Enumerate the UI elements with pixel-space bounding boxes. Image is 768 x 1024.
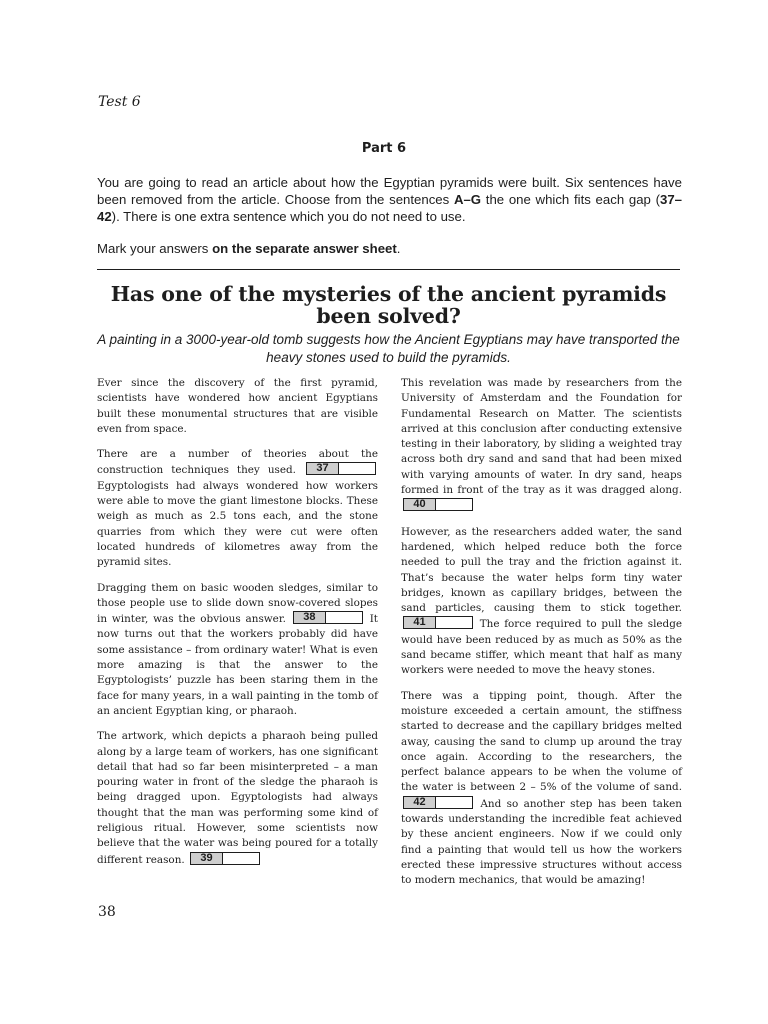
paragraph: This revelation was made by researchers from the University of Amsterdam and the Foundation for Fundamental Research on Matter. The scientists arrived at this conclusion after conducting extensive testing in their laboratory, by sliding a weighted tray across both dry sand and sand that had been mixed with varying amounts of water. In dry sand, heaps formed in front of the tray as it was dragged along. 40	[401, 377, 682, 511]
answer-gap[interactable]: 37	[306, 462, 376, 475]
page-number: 38	[98, 904, 116, 920]
article-column-left	[97, 376, 378, 878]
paragraph: Dragging them on basic wooden sledges, similar to those people use to slide down snow-covered slopes in winter, was the obvious answer. 38 It now turns out that the workers probably did have some assistance – from ordinary water! What is even more amazing is that the answer to the Egyptologists’ puzzle has been staring them in the face for many years, in a wall painting in the tomb of an ancient Egyptian king, or pharaoh.	[97, 581, 378, 717]
article-subheadline: A painting in a 3000-year-old tomb suggests how the Ancient Egyptians may have transported the heavy stones used to build the pyramids.	[97, 332, 680, 365]
article-column-right	[401, 376, 682, 899]
divider	[97, 269, 680, 270]
paragraph: Ever since the discovery of the first pyramid, scientists have wondered how ancient Egyptians built these monumental structures that are visible even from space.	[97, 377, 378, 435]
answer-sheet-note: Mark your answers on the separate answer sheet.	[97, 241, 401, 256]
paragraph: There was a tipping point, though. After the moisture exceeded a certain amount, the stiffness started to decrease and the capillary bridges melted away, causing the sand to clump up around the tray once again. According to the researchers, the perfect balance appears to be when the volume of the water is between 2 – 5% of the volume of sand. 42 And so another step has been taken towards understanding the incredible feat achieved by these ancient engineers. Now if we could only find a painting that would tell us how the workers erected these impressive structures without access to modern mechanics, that would be amazing!	[401, 689, 682, 887]
paragraph: There are a number of theories about the construction techniques they used. 37 Egyptologists had always wondered how workers were able to move the giant limestone blocks. These weigh as much as 2.5 tons each, and the stone quarries from which they were cut were often located hundreds of kilometres away from the pyramid sites.	[97, 448, 378, 569]
paragraph: The artwork, which depicts a pharaoh being pulled along by a large team of workers, has one significant detail that had so far been misinterpreted – a man pouring water in front of the sledge the pharaoh is being dragged upon. Egyptologists had always thought that the man was performing some kind of religious ritual. However, some scientists now believe that the water was being poured for a totally different reason. 39	[97, 730, 378, 866]
test-label: Test 6	[98, 94, 141, 110]
answer-gap[interactable]: 38	[293, 611, 363, 624]
answer-gap[interactable]: 40	[403, 498, 473, 511]
paragraph: However, as the researchers added water, the sand hardened, which helped reduce both the force needed to pull the tray and the friction against it. That’s because the water helps form tiny water bridges, known as capillary bridges, between the sand particles, causing them to stick together. 41 The force required to pull the sledge would have been reduced by as much as 50% as the sand became stiffer, which meant that half as many workers were needed to move the heavy stones.	[401, 525, 683, 677]
answer-gap[interactable]: 42	[403, 796, 473, 809]
part-title: Part 6	[361, 141, 407, 156]
instructions: You are going to read an article about how the Egyptian pyramids were built. Six sentences have been removed from the article. Choose from the sentences A–G the one which fits each gap (37–42). There is one extra sentence which you do not need to use.	[97, 175, 682, 224]
article-headline: Has one of the mysteries of the ancient pyramids been solved?	[110, 282, 667, 328]
answer-gap[interactable]: 39	[190, 852, 260, 865]
answer-gap[interactable]: 41	[403, 616, 473, 629]
